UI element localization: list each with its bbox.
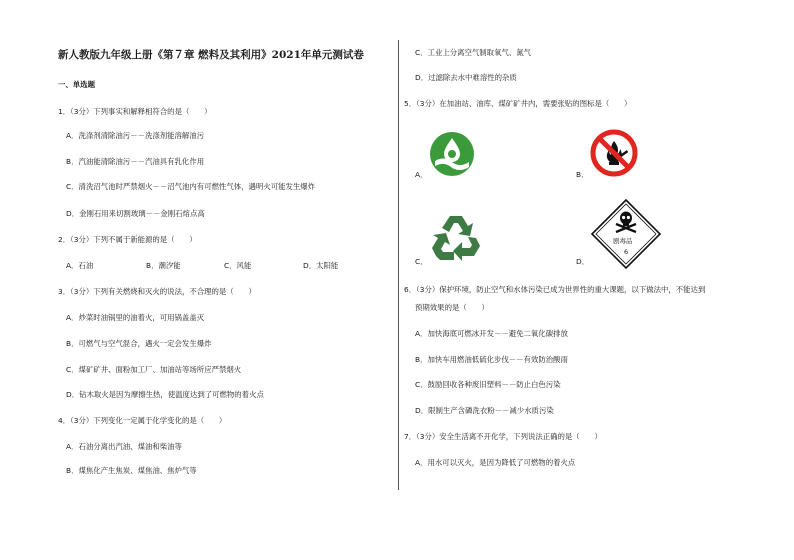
recycle-icon [430,212,482,262]
q5-option-b: B． [576,170,589,179]
q4-option-b: B．煤焦化产生焦炭、煤焦油、焦炉气等 [66,466,197,475]
q2-option-c: C．风能 [224,261,252,270]
q3-option-b: B．可燃气与空气混合，遇火一定会发生爆炸 [66,339,212,348]
q1-option-c: C．清洗沼气池时严禁烟火－－沼气池内有可燃性气体，遇明火可能发生爆炸 [66,182,316,191]
doc-title: 新人教版九年级上册《第７章 燃料及其利用》2021年单元测试卷 [58,49,364,61]
q3-option-c: C．煤矿矿井、面粉加工厂、加油站等场所应严禁烟火 [66,365,242,374]
q4-option-c: C．工业上分离空气制取氧气、氮气 [415,48,532,57]
q2-option-b: B．潮汐能 [146,261,181,270]
q4-option-d: D．过滤除去水中难溶性的杂质 [415,73,517,82]
q5-option-c: C． [415,257,428,266]
q5-option-a: A． [415,170,428,179]
section-heading: 一、单选题 [58,80,95,89]
no-open-flame-icon [588,127,640,179]
q4-option-a: A．石油分离出汽油、煤油和柴油等 [66,442,182,451]
q1-option-b: B．汽油能清除油污－－汽油具有乳化作用 [66,157,205,166]
q6-option-a: A．加快海底可燃冰开发－－避免二氧化碳排放 [415,329,568,338]
q3-option-d: D．钻木取火是因为摩擦生热，使温度达到了可燃物的着火点 [66,390,264,399]
q7-option-a: A．用水可以灭火，是因为降低了可燃物的着火点 [415,458,576,467]
q6-option-b: B．加快车用燃油低硫化步伐－－有效防治酸雨 [415,355,568,364]
q7-stem: 7．（3分）安全生活离不开化学，下列说法正确的是（ ） [404,432,602,441]
q1-option-d: D．金刚石用来切割玻璃－－金刚石熔点高 [66,209,205,218]
q1-stem: 1．（3分）下列事实和解释相符合的是（ ） [58,107,212,116]
q6-stem-line1: 6．（3分）保护环境，防止空气和水体污染已成为世界性的重大课题，以下做法中，不能达到 [404,285,706,294]
q6-option-d: D．限制生产含磷洗衣粉－－减少水质污染 [415,406,554,415]
toxic-class-number: 6 [624,248,629,256]
q2-option-a: A．石油 [66,261,94,270]
q1-option-a: A．洗涤剂清除油污－－洗涤剂能溶解油污 [66,131,205,140]
toxic-label: 剧毒品 [613,237,633,245]
q6-option-c: C．鼓励回收各种废旧塑料－－防止白色污染 [415,380,561,389]
q5-stem: 5．（3分）在加油站、油库、煤矿矿井内，需要张贴的图标是（ ） [404,99,632,108]
water-saving-icon [429,131,475,177]
q2-option-d: D．太阳能 [303,261,339,270]
q6-stem-line2: 预期效果的是（ ） [415,303,489,312]
column-divider [398,40,399,490]
q4-stem: 4．（3分）下列变化一定属于化学变化的是（ ） [58,416,227,425]
q5-option-d: D． [576,257,590,266]
q2-stem: 2．（3分）下列不属于新能源的是（ ） [58,235,197,244]
toxic-hazard-icon [590,198,662,270]
q3-stem: 3．（3分）下列有关燃烧和灭火的说法，不合理的是（ ） [58,287,256,296]
q3-option-a: A．炒菜时油锅里的油着火，可用锅盖盖灭 [66,313,205,322]
